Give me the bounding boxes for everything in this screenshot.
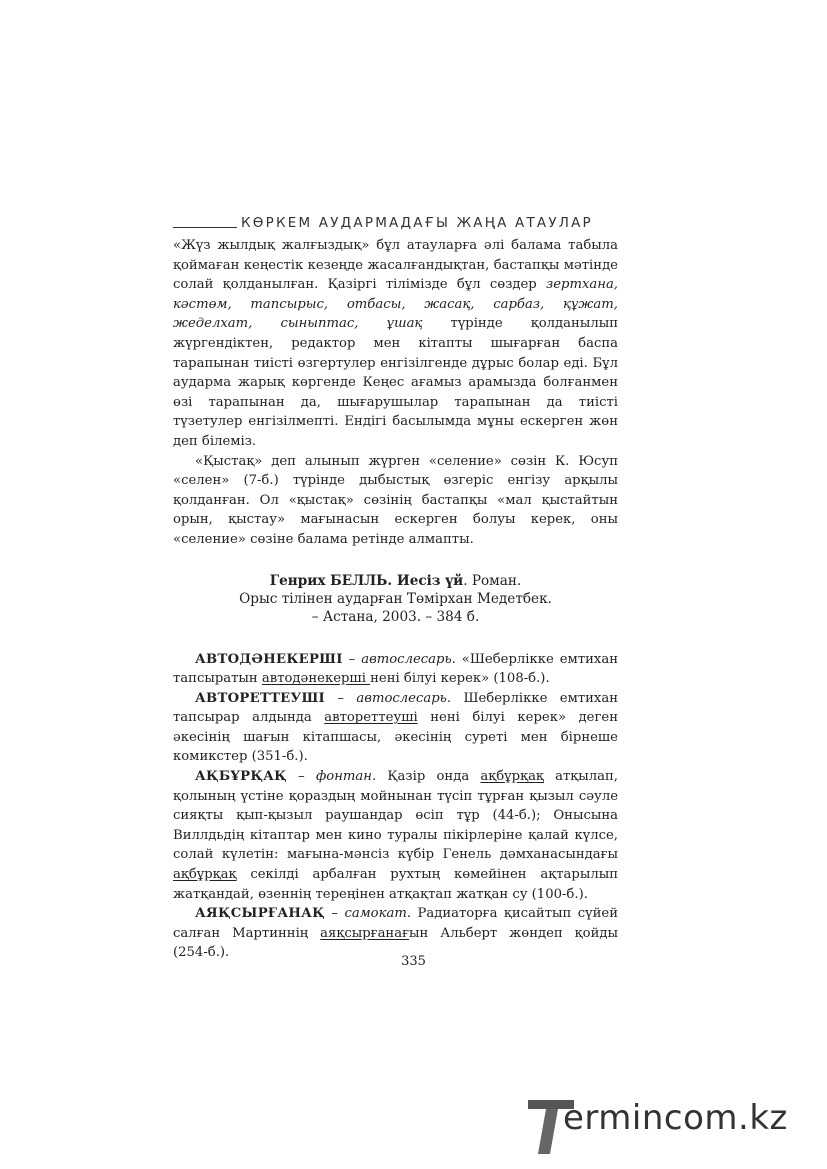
entry-underlined-term: автодәнекерші xyxy=(261,671,371,687)
entry-underlined-term: аяқсырғанағ xyxy=(320,925,409,941)
body-column xyxy=(173,236,618,963)
entry-text: нені білуі керек» деген әкесінің шағын кітапшасы, әкесінің суреті мен бірнеше комикстер (351-б.). xyxy=(173,710,618,765)
entry-underlined-term: ақбұрқақ xyxy=(480,769,544,785)
biblio-author-title: Генрих БЕЛЛЬ. Иесіз үй xyxy=(269,572,464,589)
biblio-line-2: Орыс тілінен аударған Төмірхан Медетбек. xyxy=(239,590,552,607)
dictionary-entries xyxy=(173,650,618,964)
entry-text: Шеберлікке емтихан тапсырар алдында xyxy=(173,690,619,726)
entry-headword: АВТОДӘНЕКЕРШІ xyxy=(195,651,343,667)
entry-underlined-term: ақбұрқақ xyxy=(173,867,237,883)
entry-equivalent: автослесарь. xyxy=(356,690,452,706)
entry-3 xyxy=(173,767,618,904)
entry-underlined-term: автореттеуші xyxy=(324,710,418,726)
logo-text: ermincom.kz xyxy=(563,1098,788,1138)
termincom-logo xyxy=(526,1096,816,1156)
bibliographic-entry xyxy=(173,572,618,626)
running-header xyxy=(173,211,618,231)
header-rule xyxy=(173,227,237,228)
biblio-line-1 xyxy=(173,572,618,590)
entry-text: Қазір онда xyxy=(376,769,481,785)
biblio-line-3: – Астана, 2003. – 384 б. xyxy=(311,608,480,625)
entry-2 xyxy=(173,689,618,767)
entry-1 xyxy=(173,650,618,689)
entry-text: секілді арбалған рухтың көмейінен ақтарылып жатқандай, өзеннің тереңінен атқақтап жатқан су (100-б.). xyxy=(173,867,618,902)
entry-headword: АҚБҰРҚАҚ xyxy=(195,769,287,785)
entry-text: атқылап, қолының үстіне қораздың мойнынан түсіп тұрған қызыл сәуле сияқты қып-қызыл раушандар өсіп тұр (44-б.); Онысына Виллдьдің кітаптар мен кино туралы пікірлеріне қалай күлсе, солай күлетін: мағына-мәнсіз күбір Генель дәмханасындағы xyxy=(173,769,618,863)
entry-equivalent: самокат. xyxy=(344,906,412,922)
entry-equivalent: фонтан. xyxy=(315,769,377,785)
biblio-genre: . Роман. xyxy=(463,572,522,589)
paragraph-1-italic-terms: зертхана, кәстөм, тапсырыс, отбасы, жасақ, сарбаз, құжат, жеделхат, сыныптас, ұшақ xyxy=(173,277,618,332)
entry-dash: – xyxy=(286,769,316,785)
entry-dash: – xyxy=(342,651,362,667)
entry-dash: – xyxy=(325,690,357,706)
paragraph-2: «Қыстақ» деп алынып жүрген «селение» сөзін К. Юсуп «селен» (7-б.) түрінде дыбыстық өзгеріс енгізу арқылы қолданған. Ол «қыстақ» сөзінің бастапқы «мал қыстайтын орын, қыстау» мағынасын ескерген болуы керек, оны «селение» сөзіне балама ретінде алмапты. xyxy=(173,453,618,547)
entry-equivalent: автослесарь. xyxy=(361,651,456,667)
entry-headword: АЯҚСЫРҒАНАҚ xyxy=(195,906,325,922)
entry-headword: АВТОРЕТТЕУШІ xyxy=(195,690,326,706)
page-number: 335 xyxy=(401,954,426,969)
entry-text: ын Альберт жөндеп қойды (254-б.). xyxy=(173,925,618,961)
entry-text: нені білуі керек» (108-б.). xyxy=(370,671,550,687)
header-title: КӨРКЕМ АУДАРМАДАҒЫ ЖАҢА АТАУЛАР xyxy=(241,215,593,231)
paragraph-1-text-end: түрінде қолданылып жүргендіктен, редактор мен кітапты шығарған баспа тарапынан тиісті өзгертулер енгізілгенде дұрыс болар еді. Бұл аударма жарық көргенде Кеңес ағамыз арамызда болғанмен өзі тарапынан да, шығарушылар тарапынан да тиісті түзетулер енгізілмепті. Ендігі басылымда мұны ескерген жөн деп білеміз. xyxy=(173,316,618,449)
paragraph-1-text-start: «Жүз жылдық жалғыздық» бұл атауларға әлі балама табыла қоймаған кеңестік кезеңде жасалғандықтан, бастапқы мәтінде солай қолданылған. Қазіргі тілімізде бұл сөздер xyxy=(173,238,618,293)
paragraph-1 xyxy=(173,236,618,452)
entry-dash: – xyxy=(324,906,345,922)
entry-text: Радиаторға қисайтып сүйей салған Мартиннің xyxy=(173,906,618,941)
entry-text: «Шеберлікке емтихан тапсыратын xyxy=(173,651,618,687)
